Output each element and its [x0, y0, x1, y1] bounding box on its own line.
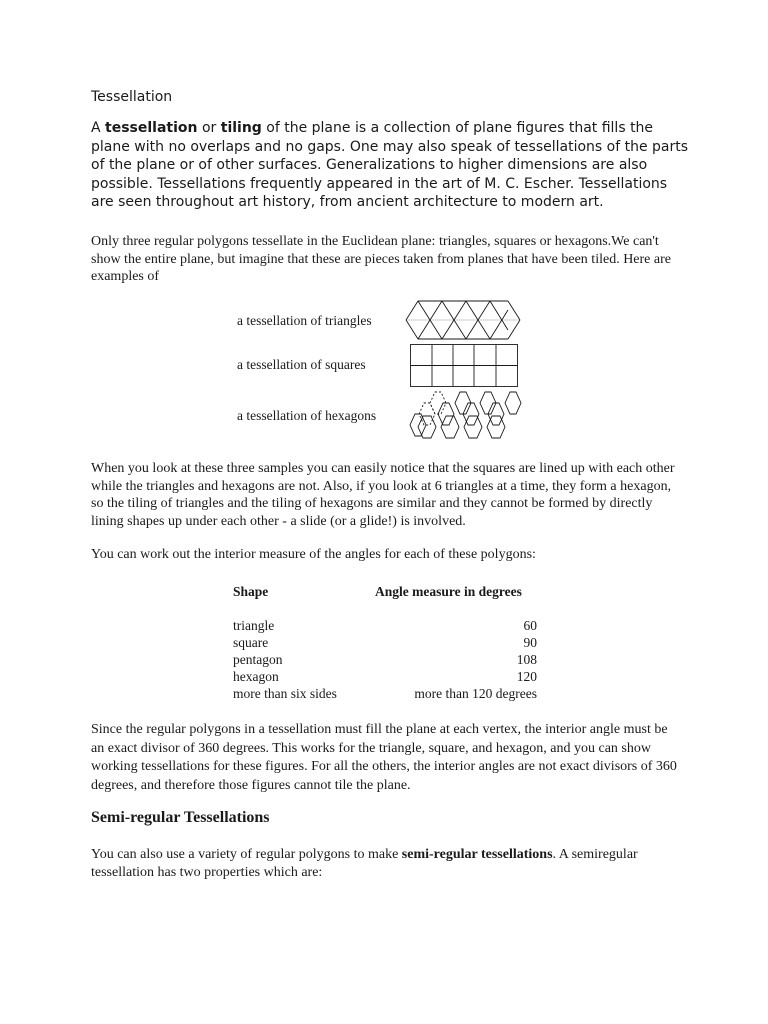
intro-a: A — [91, 120, 106, 136]
triangle-tessellation-icon — [406, 300, 522, 342]
table-cell-shape: pentagon — [233, 652, 283, 667]
table-cell-angle: more than 120 degrees — [414, 686, 537, 701]
paragraph-angle-intro: You can work out the interior measure of the angles for each of these polygons: — [91, 547, 536, 562]
intro-rest: of the plane is a collection of plane figures that fills the plane with no overlaps and no gaps. One may also speak of tessellations of the parts of the plane or of other surfaces. Generalizations to higher dimensions are also possible. Tessellations frequently appeared in the art of M. C. Escher. Tessellations are seen throughout art history, from ancient architecture to modern art. — [91, 120, 689, 210]
table-cell-angle: 120 — [516, 669, 537, 684]
intro-bold-tiling: tiling — [220, 120, 262, 136]
table-cell-angle: 60 — [523, 618, 537, 633]
intro-or: or — [197, 120, 221, 136]
table-cell-angle: 90 — [523, 635, 537, 650]
example-label-triangles: a tessellation of triangles — [237, 313, 372, 328]
para5-pre: You can also use a variety of regular polygons to make — [91, 847, 402, 862]
paragraph-observations: When you look at these three samples you can easily notice that the squares are lined up with each other while the triangles and hexagons are not. Also, if you look at 6 triangles at a time, they form a hexagon, so the tiling of triangles and the tiling of hexagons are similar and they cannot be formed by directly lining shapes up under each other - a slide (or a glide!) is involved. — [91, 461, 675, 529]
square-tessellation-icon — [410, 344, 520, 388]
document-title: Tessellation — [91, 89, 173, 105]
intro-paragraph — [91, 119, 691, 212]
table-header-row — [233, 583, 537, 617]
paragraph-semi-regular — [91, 846, 681, 881]
table-cell-angle: 108 — [516, 652, 537, 667]
table-row — [233, 617, 537, 634]
para5-post: . A semiregular tessellation has two properties which are: — [91, 847, 638, 880]
table-cell-shape: square — [233, 635, 269, 650]
section-heading-semi-regular: Semi-regular Tessellations — [91, 809, 270, 826]
example-label-squares: a tessellation of squares — [237, 357, 366, 372]
angle-table — [233, 583, 537, 702]
table-header-shape: Shape — [233, 584, 269, 599]
table-row — [233, 685, 537, 702]
table-cell-shape: more than six sides — [233, 686, 337, 701]
example-label-hexagons: a tessellation of hexagons — [237, 408, 377, 423]
intro-bold-tessellation: tessellation — [105, 120, 198, 136]
table-row — [233, 651, 537, 668]
table-header-angle: Angle measure in degrees — [375, 584, 522, 599]
table-cell-shape: hexagon — [233, 669, 279, 684]
table-row — [233, 634, 537, 651]
hexagon-tessellation-icon — [402, 390, 532, 442]
paragraph-regular-polygons: Only three regular polygons tessellate in the Euclidean plane: triangles, squares or hexagons.We can't show the entire plane, but imagine that these are pieces taken from planes that have been tiled. Here are examples of — [91, 234, 671, 284]
table-row — [233, 668, 537, 685]
table-cell-shape: triangle — [233, 618, 275, 633]
para5-bold: semi-regular tessellations — [401, 847, 553, 862]
paragraph-divisor: Since the regular polygons in a tessellation must fill the plane at each vertex, the interior angle must be an exact divisor of 360 degrees. This works for the triangle, square, and hexagon, and you can show working tessellations for these figures. For all the others, the interior angles are not exact divisors of 360 degrees, and therefore those figures cannot tile the plane. — [91, 722, 677, 793]
